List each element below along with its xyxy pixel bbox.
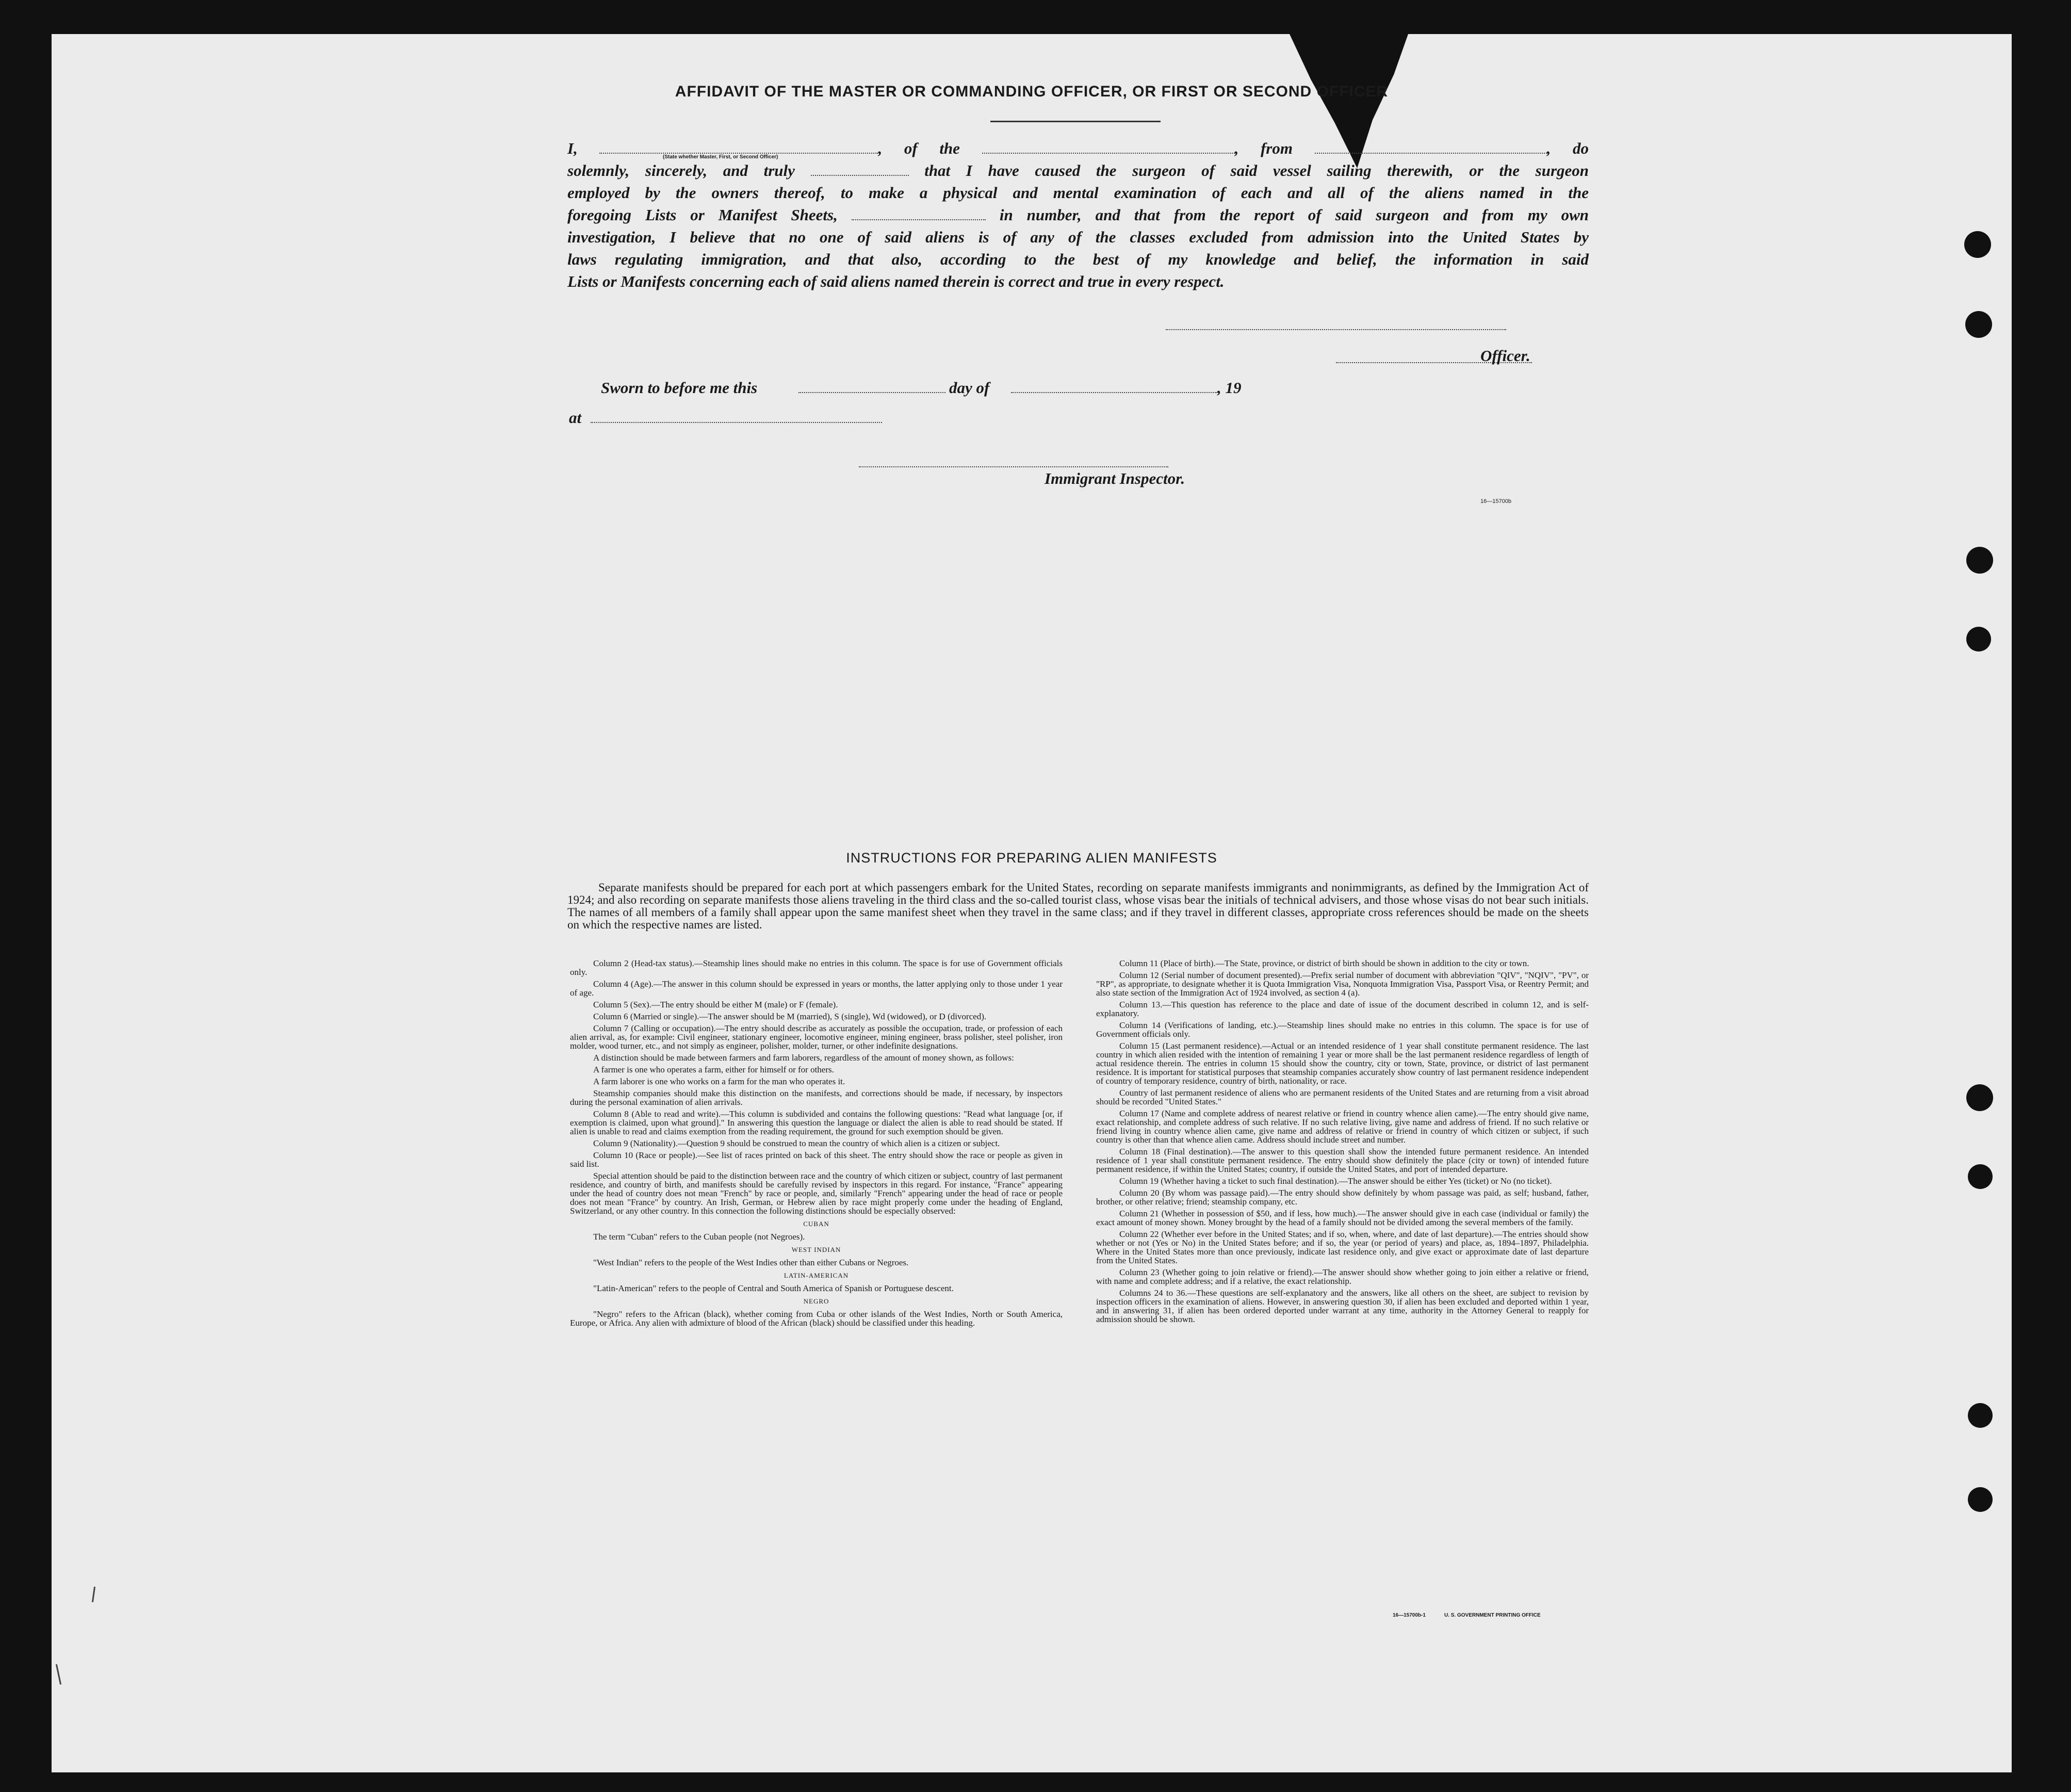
negro-definition: "Negro" refers to the African (black), whether coming from Cuba or other islands of the West Indies, North or South America, Europe, or Africa. Any alien with admixture of blood of the African (black) should be classified under this heading. [570, 1309, 1063, 1328]
instruction-paragraph: Column 15 (Last permanent residence).—Actual or an intended residence of 1 year shall constitute permanent residence. The last country in which alien resided with the intention of remaining 1 year or more shall be the last permanent residence regardless of length of actual residence therein. The entries in column 15 should show the country, city or town, State, province, or district of last permanent residence. It is important for statistical purposes that steamship companies accurately show country of last permanent residence independent of country of temporary residence, country of birth, nationality, or race. [1096, 1041, 1589, 1086]
manifest-sheet [52, 34, 2012, 1772]
scan-mark [56, 1664, 61, 1685]
binder-hole [1968, 1403, 1993, 1428]
binder-hole [1966, 1084, 1993, 1111]
year-label: , 19 [1217, 379, 1242, 397]
instruction-paragraph: Country of last permanent residence of aliens who are permanent residents of the United States and are returning from a visit abroad should be recorded "United States." [1096, 1088, 1589, 1106]
binder-hole [1965, 311, 1992, 338]
instruction-paragraph: Column 19 (Whether having a ticket to such final destination).—The answer should be either Yes (ticket) or No (no ticket). [1119, 1176, 1552, 1186]
affidavit-form-number: 16—15700b [1480, 498, 1511, 504]
vessel-name-field[interactable] [982, 139, 1235, 154]
west-indian-definition: "West Indian" refers to the people of the West Indies other than either Cubans or Negroes. [593, 1258, 909, 1267]
instruction-paragraph: Column 14 (Verifications of landing, etc.).—Steamship lines should make no entries in this column. The space is for use of Government officials only. [1096, 1020, 1589, 1039]
instruction-paragraph: Column 22 (Whether ever before in the United States; and if so, when, where, and date of last departure).—The entries should show whether or not (Yes or No) in the United States before; and if so, the year (or period of years) and place, as, 1894–1897, Philadelphia. Where in the United States more than once previously, indicate last residence only, and give exact or approximate date of last departure from the United States. [1096, 1229, 1589, 1265]
officer-rank-field[interactable] [599, 139, 878, 154]
instruction-paragraph: A farmer is one who operates a farm, either for himself or for others. [593, 1065, 834, 1074]
affidavit-title: AFFIDAVIT OF THE MASTER OR COMMANDING OFFICER, OR FIRST OR SECOND OFFICER [675, 83, 1389, 100]
instruction-paragraph: Column 23 (Whether going to join relative or friend).—The answer should show whether going to join either a relative or friend, with name and complete address; and if a relative, the exact relationship. [1096, 1267, 1589, 1286]
affidavit-from: , from [1234, 139, 1293, 157]
at-place-field[interactable] [591, 422, 882, 423]
cuban-definition: The term "Cuban" refers to the Cuban people (not Negroes). [593, 1232, 805, 1242]
oath-form-field[interactable] [811, 161, 909, 176]
scan-mark [92, 1587, 95, 1602]
instructions-title: INSTRUCTIONS FOR PREPARING ALIEN MANIFESTS [846, 850, 1217, 866]
officer-label: Officer. [1480, 347, 1530, 365]
footer-form-number: 16—15700b-1 [1393, 1612, 1426, 1618]
instruction-paragraph: Steamship companies should make this distinction on the manifests, and corrections should be made, if necessary, by inspectors during the personal examination of alien arrivals. [570, 1088, 1063, 1107]
instruction-paragraph: Column 5 (Sex).—The entry should be either M (male) or F (female). [593, 1000, 838, 1009]
instruction-paragraph: Column 20 (By whom was passage paid).—The entry should show definitely by whom passage was paid, as self; husband, father, brother, or other relative; friend; steamship company, etc. [1096, 1188, 1589, 1207]
instruction-paragraph: Column 21 (Whether in possession of $50, and if less, how much).—The answer should give in each case (individual or family) the exact amount of money shown. Money brought by the head of a family should not be divided among the several members of the family. [1096, 1209, 1589, 1227]
instructions-left-column [570, 959, 1063, 1330]
instruction-paragraph: A farm laborer is one who works on a farm for the man who operates it. [593, 1077, 845, 1086]
binder-hole [1968, 1164, 1993, 1189]
instruction-paragraph: Column 4 (Age).—The answer in this column should be expressed in years or months, the latter applying only to those under 1 year of age. [570, 979, 1063, 998]
heading-negro: NEGRO [803, 1297, 829, 1305]
officer-signature-line[interactable] [1166, 329, 1506, 330]
instruction-paragraph: Column 7 (Calling or occupation).—The entry should describe as accurately as possible the occupation, trade, or profession of each alien arrival, as, for example: Civil engineer, stationary engineer, locomotive engineer, mining engineer, brass polisher, steel polisher, iron molder, wood turner, etc., and not simply as engineer, polisher, molder, turner, or other indefinite designations. [570, 1023, 1063, 1051]
instruction-paragraph: Column 18 (Final destination).—The answer to this question shall show the intended future permanent residence. An intended residence of 1 year shall constitute permanent residence. The entry should show definitely the place (city or town) of intended future permanent residence, if within the United States; country, if outside the United States, and port of intended departure. [1096, 1147, 1589, 1174]
footer-printer: U. S. GOVERNMENT PRINTING OFFICE [1444, 1612, 1541, 1618]
instruction-paragraph: Column 12 (Serial number of document presented).—Prefix serial number of document with abbreviation "QIV", "NQIV", "PV", or "RP", as appropriate, to designate whether it is Quota Immigration Visa, Nonquota Immigration Visa, Passport Visa, or Reentry Permit; and also state section of the Immigration Act of 1924 involved, as section 4 (a). [1096, 970, 1589, 998]
officer-rank-note: (State whether Master, First, or Second Officer) [663, 154, 778, 160]
sheet-count-field[interactable] [852, 206, 986, 220]
instruction-paragraph: Column 6 (Married or single).—The answer should be M (married), S (single), Wd (widowed), or D (divorced). [593, 1012, 987, 1021]
binder-hole [1966, 547, 1993, 574]
instruction-paragraph: Column 9 (Nationality).—Question 9 should be construed to mean the country of which alien is a citizen or subject. [593, 1138, 1000, 1148]
affidavit-laws-text: laws regulating immigration, and that also, according to the best of my knowledge and belief, the information in said [567, 250, 1589, 268]
day-of-label: day of [949, 379, 990, 397]
affidavit-body [567, 137, 1589, 292]
affidavit-foregoing-lists: foregoing Lists or Manifest Sheets, [567, 206, 838, 224]
instruction-paragraph: Special attention should be paid to the distinction between race and the country of which citizen or subject, country of last permanent residence, and country of birth, and manifests should be carefully revised by inspectors in this regard. For instance, "France" appearing under the head of country does not mean "French" by race or people, and, similarly "French" appearing under the head of race or people does not mean "France" by country. An Irish, German, or Hebrew alien by race might properly come under the heading of England, Switzerland, or any other country. In this connection the following distinctions should be especially observed: [570, 1171, 1063, 1216]
instructions-intro: Separate manifests should be prepared for each port at which passengers embark for the United States, recording on separate manifests immigrants and nonimmigrants, as defined by the Immigration Act of 1924; and also recording on separate manifests those aliens traveling in the third class and the so-called tourist class, whose visas bear the initials of technical advisers, and those whose visas do not bear such initials. The names of all members of a family shall appear upon the same manifest sheet when they travel in the same class; and if they travel in different classes, appropriate cross references should be made on the sheets on which the respective names are listed. [567, 881, 1589, 931]
affidavit-solemnly: solemnly, sincerely, and truly [567, 161, 795, 180]
heading-west-indian: WEST INDIAN [791, 1246, 841, 1253]
affidavit-do: , do [1546, 139, 1589, 157]
affidavit-i: I, [567, 139, 578, 157]
inspector-label: Immigrant Inspector. [1045, 469, 1185, 487]
at-label: at [569, 409, 582, 427]
sworn-label: Sworn to before me this [601, 379, 758, 397]
instruction-paragraph: Column 2 (Head-tax status).—Steamship lines should make no entries in this column. The space is for use of Government officials only. [570, 958, 1063, 977]
instruction-paragraph: Column 11 (Place of birth).—The State, province, or district of birth should be shown in addition to the city or town. [1119, 958, 1529, 968]
affidavit-investigation-text: investigation, I believe that no one of said aliens is of any of the classes excluded from admission into the United States by [567, 228, 1589, 246]
sworn-day-field[interactable] [798, 392, 945, 393]
instruction-paragraph: Column 8 (Able to read and write).—This column is subdivided and contains the following questions: "Read what language [or, if exemption is claimed, upon what ground]." In answering this question the language or dialect the alien is able to read should be stated. If alien is unable to read and claims exemption from the reading requirement, the ground for such exemption should be given. [570, 1109, 1063, 1136]
inspector-signature-line[interactable] [859, 466, 1168, 467]
affidavit-correct-text: Lists or Manifests concerning each of said aliens named therein is correct and true in every respect. [567, 272, 1225, 290]
instruction-paragraph: Column 17 (Name and complete address of nearest relative or friend in country whence alien came).—The entry should give name, exact relationship, and complete address of such relative. If no such relative living, give name and address of friend. If no such relative or friend living in country whence alien came, give name and address of relative or friend in country of which citizen or subject, if such country is other than that whence alien came. Address should include street and number. [1096, 1109, 1589, 1145]
affidavit-in-number-text: in number, and that from the report of said surgeon and from my own [999, 206, 1589, 224]
instruction-paragraph: Columns 24 to 36.—These questions are self-explanatory and the answers, like all others on the sheet, are subject to revision by inspection officers in the examination of aliens. However, in answering question 30, if alien has been excluded and deported within 1 year, and in answering 31, if alien has been ordered deported under warrant at any time, authority in the Attorney General to reapply for admission should be shown. [1096, 1288, 1589, 1324]
latin-american-definition: "Latin-American" refers to the people of Central and South America of Spanish or Portuguese descent. [593, 1283, 954, 1293]
instruction-paragraph: Column 10 (Race or people).—See list of races printed on back of this sheet. The entry should show the race or people as given in said list. [570, 1150, 1063, 1169]
instruction-paragraph: A distinction should be made between farmers and farm laborers, regardless of the amount of money shown, as follows: [593, 1053, 1014, 1063]
affidavit-of-the: , of the [878, 139, 960, 157]
instruction-paragraph: Column 13.—This question has reference to the place and date of issue of the document described in column 12, and is self-explanatory. [1096, 1000, 1589, 1018]
title-rule [990, 121, 1161, 122]
affidavit-surgeon-text: that I have caused the surgeon of said vessel sailing therewith, or the surgeon [924, 161, 1589, 180]
heading-cuban: CUBAN [803, 1220, 829, 1228]
sworn-month-field[interactable] [1011, 392, 1217, 393]
binder-hole [1964, 231, 1991, 258]
binder-hole [1966, 627, 1991, 651]
affidavit-examination-text: employed by the owners thereof, to make a physical and mental examination of each and all of the aliens named in the [567, 184, 1589, 202]
binder-hole [1968, 1487, 1993, 1512]
port-from-field[interactable] [1315, 139, 1547, 154]
instructions-right-column [1096, 959, 1589, 1327]
heading-latin-american: LATIN-AMERICAN [784, 1272, 849, 1279]
